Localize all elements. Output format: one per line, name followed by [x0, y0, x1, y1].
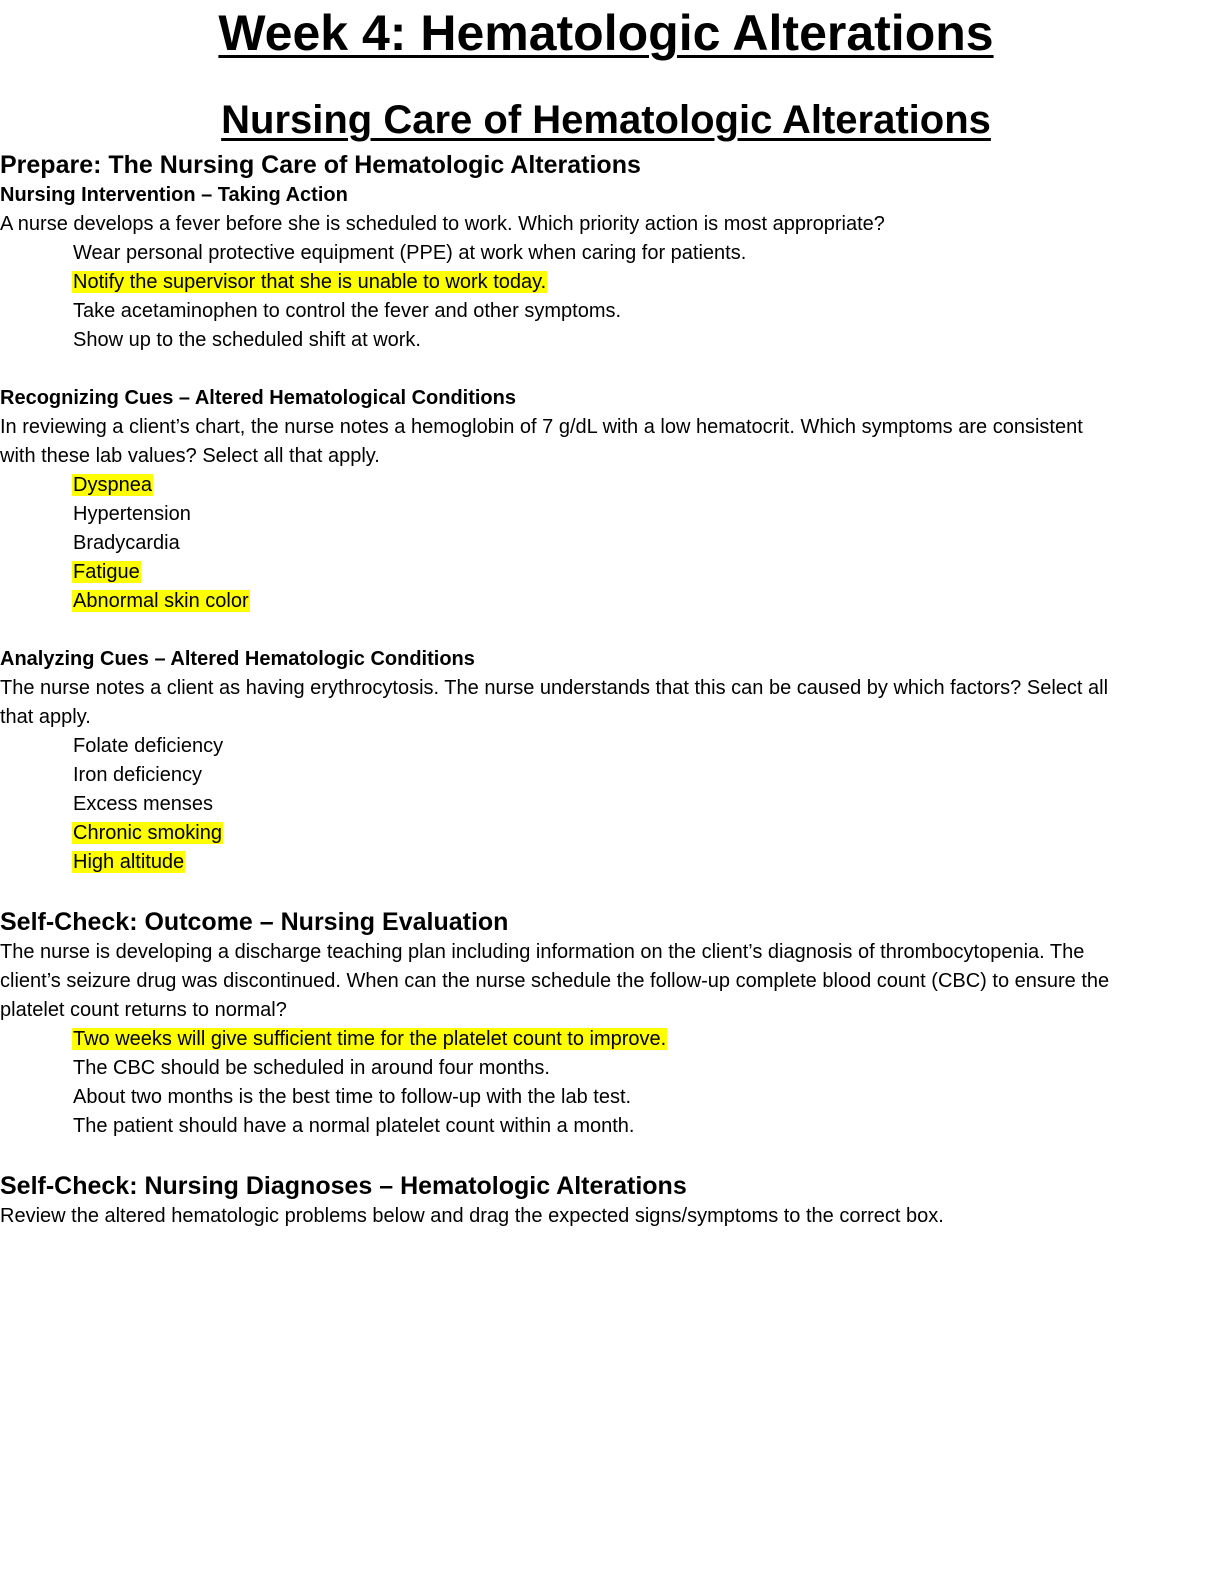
question-text: with these lab values? Select all that apply.: [0, 445, 380, 467]
question-text: A nurse develops a fever before she is scheduled to work. Which priority action is most appropriate?: [0, 213, 885, 235]
answer-option: About two months is the best time to follow-up with the lab test.: [73, 1086, 632, 1108]
answer-option: High altitude: [73, 851, 185, 873]
question-text: The nurse notes a client as having erythrocytosis. The nurse understands that this can be caused by which factors? Select all: [0, 677, 1109, 699]
instruction-text: Review the altered hematologic problems below and drag the expected signs/symptoms to the correct box.: [0, 1205, 944, 1227]
answer-option: Bradycardia: [73, 532, 180, 554]
question-text: In reviewing a client’s chart, the nurse notes a hemoglobin of 7 g/dL with a low hematocrit. Which symptoms are consistent: [0, 416, 1083, 438]
subheading-taking-action: Nursing Intervention – Taking Action: [0, 184, 348, 206]
document-title: Week 4: Hematologic Alterations: [218, 5, 994, 61]
answer-option: Folate deficiency: [73, 735, 224, 757]
answer-option: Notify the supervisor that she is unable to work today.: [73, 271, 547, 293]
subheading-recognizing-cues: Recognizing Cues – Altered Hematological Conditions: [0, 387, 516, 409]
section-heading-diagnoses: Self-Check: Nursing Diagnoses – Hematologic Alterations: [0, 1172, 687, 1200]
answer-option: Excess menses: [73, 793, 214, 815]
spacer: [0, 1141, 1212, 1171]
answer-option: Dyspnea: [73, 474, 152, 496]
question-text: The nurse is developing a discharge teaching plan including information on the client’s diagnosis of thrombocytopenia. The: [0, 941, 1085, 963]
answer-option: The CBC should be scheduled in around four months.: [73, 1057, 550, 1079]
answer-option: Fatigue: [73, 561, 140, 583]
answer-option: Show up to the scheduled shift at work.: [73, 329, 421, 351]
answer-option: Iron deficiency: [73, 764, 202, 786]
spacer: [0, 616, 1212, 645]
question-text: client’s seizure drug was discontinued. When can the nurse schedule the follow-up complete blood count (CBC) to ensure the: [0, 970, 1110, 992]
spacer: [0, 877, 1212, 907]
answer-option: Wear personal protective equipment (PPE) at work when caring for patients.: [73, 242, 747, 264]
question-text: that apply.: [0, 706, 91, 728]
question-text: platelet count returns to normal?: [0, 999, 287, 1021]
answer-option: Two weeks will give sufficient time for the platelet count to improve.: [73, 1028, 667, 1050]
spacer: [0, 355, 1212, 384]
document-subtitle: Nursing Care of Hematologic Alterations: [221, 98, 991, 142]
section-heading-outcome: Self-Check: Outcome – Nursing Evaluation: [0, 908, 509, 936]
answer-option: Take acetaminophen to control the fever and other symptoms.: [73, 300, 622, 322]
answer-option: Abnormal skin color: [73, 590, 249, 612]
section-heading-prepare: Prepare: The Nursing Care of Hematologic Alterations: [0, 151, 641, 179]
subheading-analyzing-cues: Analyzing Cues – Altered Hematologic Conditions: [0, 648, 475, 670]
answer-option: Chronic smoking: [73, 822, 222, 844]
answer-option: The patient should have a normal platelet count within a month.: [73, 1115, 635, 1137]
answer-option: Hypertension: [73, 503, 191, 525]
document-content: [0, 150, 1212, 1231]
